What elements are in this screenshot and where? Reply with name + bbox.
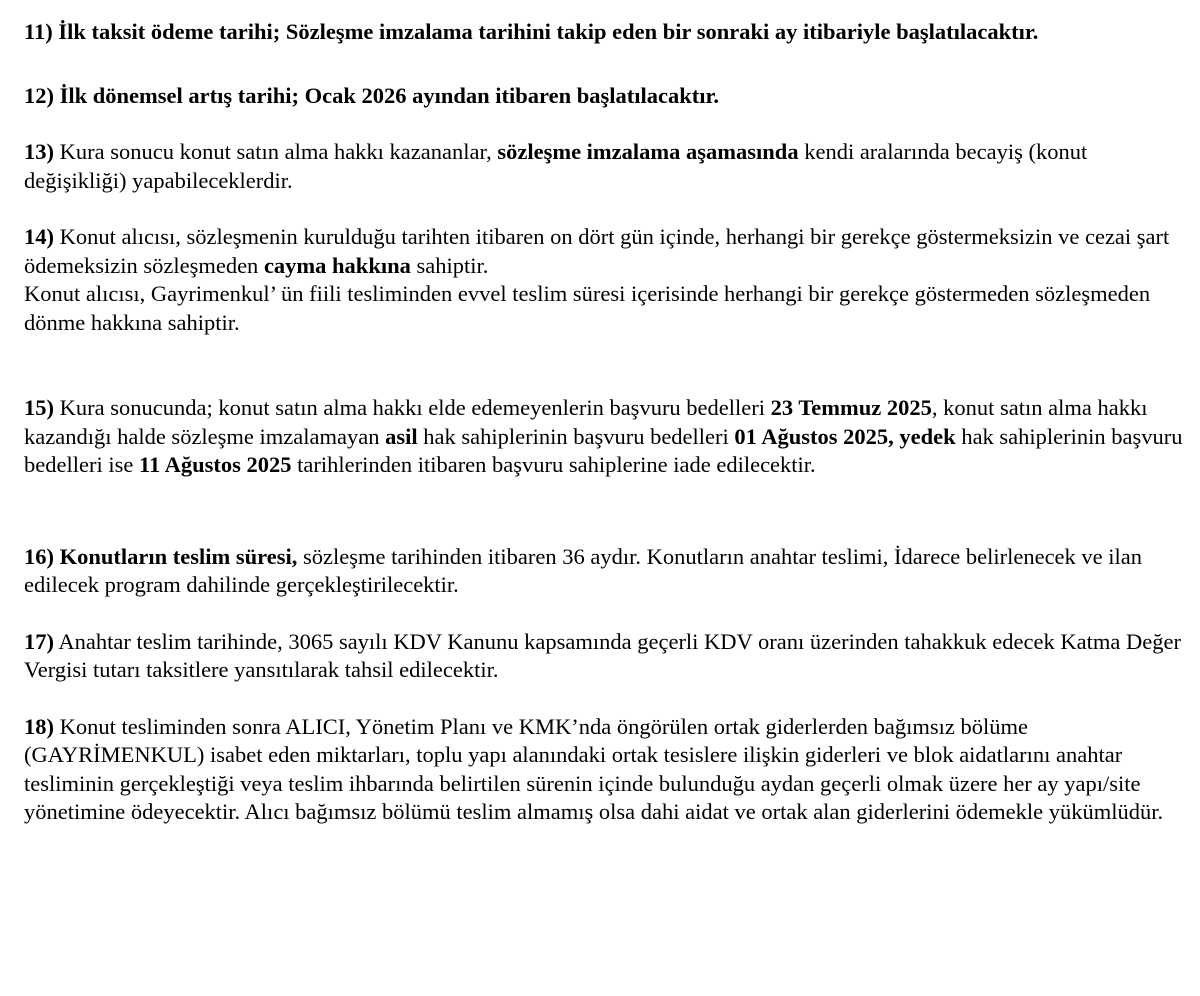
clause-14-text-2: sahiptir. [410,252,489,278]
clause-16 [24,543,1184,600]
clause-15-text-1: Kura sonucunda; konut satın alma hakkı elde edemeyenlerin başvuru bedelleri [54,395,771,420]
clause-13-text-2: kendi aralarında becayiş (konut değişikliği) yapabileceklerdir. [24,139,1088,193]
clause-13-bold-1: sözleşme imzalama aşamasında [497,139,799,164]
clause-18-number: 18) [24,713,54,739]
clause-15 [24,394,1184,480]
clause-11 [24,18,1184,47]
clause-17-number: 17) [24,628,54,654]
clause-14-number: 14) [24,224,54,249]
clause-16-bold-1: 16) Konutların teslim süresi, [24,543,298,569]
clause-15-text-3: hak sahiplerinin başvuru bedelleri [417,423,735,449]
clause-12 [24,82,1184,111]
clause-15-bold-3: 01 Ağustos 2025, yedek [734,423,956,449]
clause-12-text: 12) İlk dönemsel artış tarihi; Ocak 2026 ayından itibaren başlatılacaktır. [24,82,720,108]
clause-16-text-1: sözleşme tarihinden itibaren 36 aydır. Konutların anahtar teslimi, İdarece belirlenecek ve ilan edilecek program dahilinde gerçekleştirilecektir. [24,543,1143,597]
clause-15-bold-4: 11 Ağustos 2025 [138,452,292,477]
clause-13-number: 13) [24,139,54,164]
clause-11-text: 11) İlk taksit ödeme tarihi; Sözleşme imzalama tarihini takip eden bir sonraki ay itibariyle başlatılacaktır. [24,19,1039,44]
clause-14-bold-1: cayma hakkına [263,252,411,278]
clause-13-text-1: Kura sonucu konut satın alma hakkı kazananlar, [54,139,498,164]
clause-15-text-5: tarihlerinden itibaren başvuru sahiplerine iade edilecektir. [291,452,816,477]
clause-17 [24,628,1184,685]
clause-18 [24,713,1184,827]
clause-15-bold-1: 23 Temmuz 2025 [770,395,932,420]
clause-15-text-2: , konut satın alma hakkı kazandığı halde sözleşme imzalamayan [24,395,1148,449]
clause-15-text-4: hak sahiplerinin başvuru bedelleri ise [24,423,1183,477]
clause-15-bold-2: asil [385,423,418,449]
clause-14-text-1: Konut alıcısı, sözleşmenin kurulduğu tarihten itibaren on dört gün içinde, herhangi bir gerekçe göstermeksizin ve cezai şart ödemeksizin sözleşmeden [24,224,1170,278]
clause-14-line-2: Konut alıcısı, Gayrimenkul’ ün fiili tesliminden evvel teslim süresi içerisinde herhangi bir gerekçe göstermeden sözleşmeden dönme hakkına sahiptir. [24,281,1151,335]
clause-17-text-1: Anahtar teslim tarihinde, 3065 sayılı KDV Kanunu kapsamında geçerli KDV oranı üzerinden tahakkuk edecek Katma Değer Vergisi tutarı taksitlere yansıtılarak tahsil edilecektir. [24,628,1181,682]
clause-15-number: 15) [24,395,54,420]
clause-18-text-1: Konut tesliminden sonra ALICI, Yönetim Planı ve KMK’nda öngörülen ortak giderlerden bağımsız bölüme (GAYRİMENKUL) isabet eden miktarları, toplu yapı alanındaki ortak tesislere ilişkin giderleri ve blok aidatlarını anahtar tesliminin gerçekleştiği veya teslim ihbarında belirtilen sürenin içinde bulunduğu aydan geçerli olmak üzere her ay yapı/site yönetimine ödeyecektir. Alıcı bağımsız bölümü teslim almamış olsa dahi aidat ve ortak alan giderlerini ödemekle yükümlüdür. [24,713,1164,824]
document-page [24,18,1184,827]
clause-14 [24,223,1184,337]
clause-13 [24,138,1184,195]
